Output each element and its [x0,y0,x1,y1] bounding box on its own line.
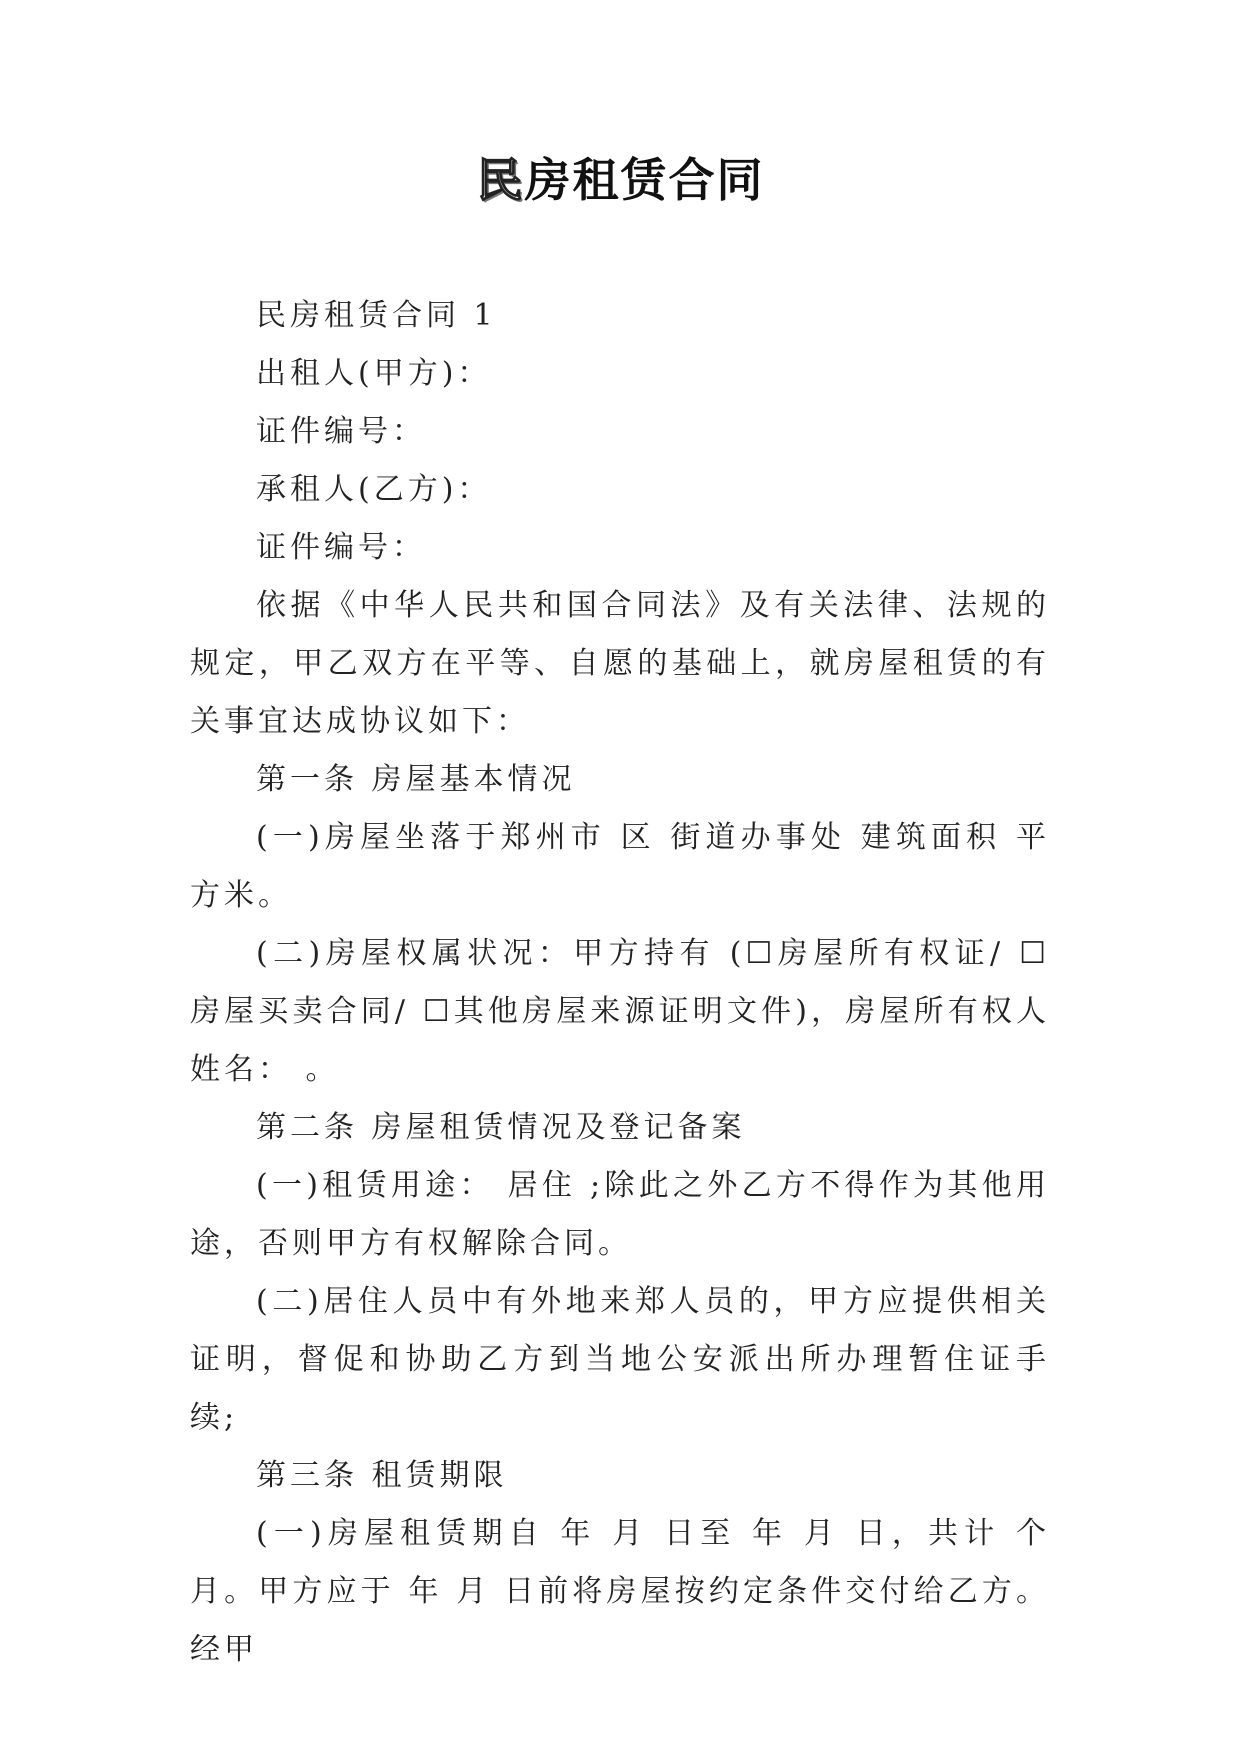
paragraph-lessee-id: 证件编号： [256,530,426,565]
paragraph-lessee: 承租人(乙方)： [256,472,492,507]
document-title [0,150,1241,210]
paragraph-article-2-item-2: (二)居住人员中有外地来郑人员的，甲方应提供相关证明，督促和协助乙方到当地公安派出所办理暂住证手续; [190,1284,1050,1435]
paragraph-article-1: 第一条 房屋基本情况 [256,762,576,797]
paragraph-article-1-item-1: (一)房屋坐落于郑州市 区 街道办事处 建筑面积 平方米。 [190,820,1050,913]
paragraph-article-2: 第二条 房屋租赁情况及登记备案 [256,1110,746,1145]
paragraph-lessor-id: 证件编号： [256,414,426,449]
title-first-char: 民 [476,153,525,207]
paragraph-article-3: 第三条 租赁期限 [256,1458,508,1493]
paragraph-lessor: 出租人(甲方)： [256,356,492,391]
paragraph-article-2-item-1: (一)租赁用途： 居住 ;除此之外乙方不得作为其他用途，否则甲方有权解除合同。 [190,1168,1050,1261]
paragraph-article-3-item-1: (一)房屋租赁期自 年 月 日至 年 月 日，共计 个月。甲方应于 年 月 日前将房屋按约定条件交付给乙方。经甲 [190,1516,1050,1667]
document-body [190,287,1050,1679]
paragraph-heading: 民房租赁合同 1 [256,298,497,333]
paragraph-preamble: 依据《中华人民共和国合同法》及有关法律、法规的规定，甲乙双方在平等、自愿的基础上，就房屋租赁的有关事宜达成协议如下： [190,588,1050,739]
title-rest: 房租赁合同 [524,153,765,207]
paragraph-article-1-item-2: (二)房屋权属状况：甲方持有 (☐房屋所有权证/ ☐房屋买卖合同/ ☐其他房屋来源证明文件)，房屋所有权人姓名： 。 [190,936,1050,1087]
